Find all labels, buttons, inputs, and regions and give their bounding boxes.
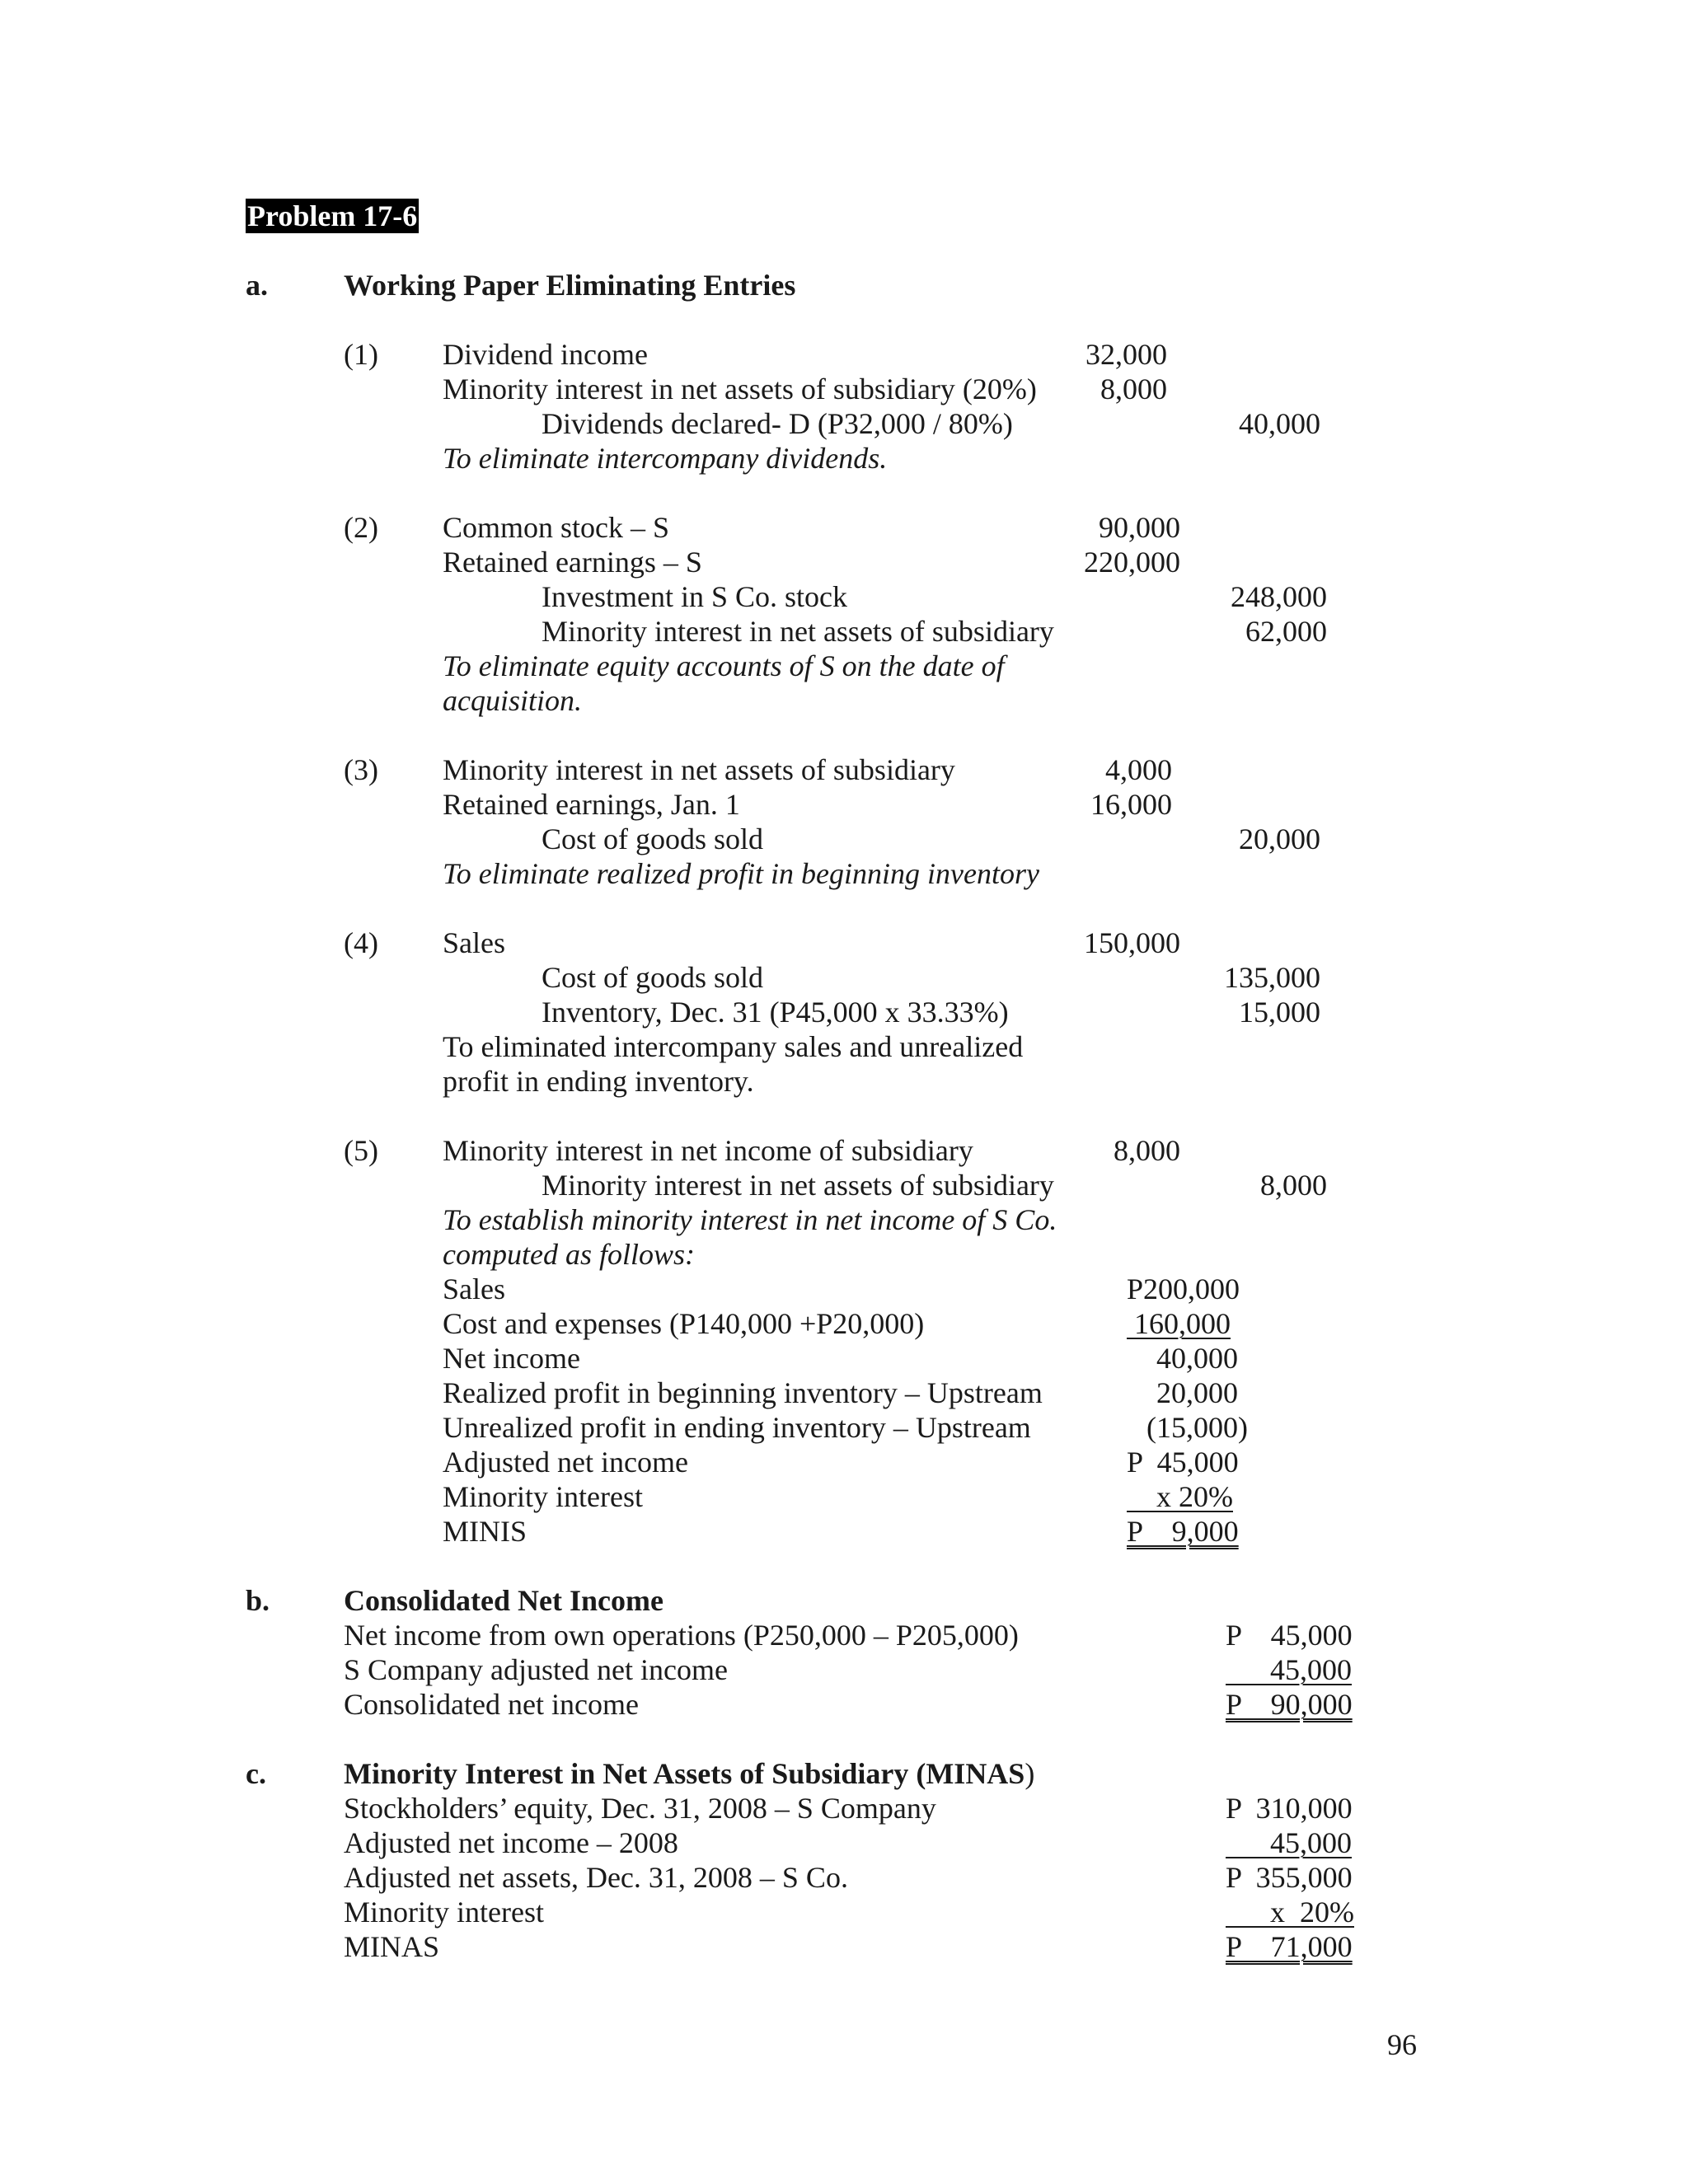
computation-value: 40,000 (1156, 1342, 1238, 1375)
section-c-title-suffix: ) (1025, 1757, 1035, 1790)
debit-amount: 4,000 (1105, 753, 1172, 786)
section-c-title-text: Minority Interest in Net Assets of Subsidiary (MINAS (344, 1757, 1025, 1790)
cni-value: 45,000 (1226, 1653, 1352, 1686)
debit-amount: 8,000 (1100, 373, 1167, 405)
computation-value: 160,000 (1127, 1307, 1231, 1340)
entry-explanation: To eliminated intercompany sales and unrealized (443, 1030, 1024, 1063)
minas-value: 45,000 (1226, 1826, 1352, 1859)
computation-label: Minority interest (443, 1480, 643, 1513)
computation-value: P 9,000 (1127, 1515, 1239, 1548)
entry-1-number: (1) (344, 338, 378, 371)
entry-line: Investment in S Co. stock (542, 580, 847, 613)
entry-explanation: To eliminate equity accounts of S on the date of (443, 649, 1005, 682)
cni-label: S Company adjusted net income (344, 1653, 728, 1686)
entry-line: Minority interest in net assets of subsidiary (20%) (443, 373, 1037, 405)
credit-amount: 40,000 (1239, 407, 1320, 440)
minas-value: P 310,000 (1226, 1792, 1353, 1825)
computation-label: MINIS (443, 1515, 528, 1548)
section-b-letter: b. (246, 1584, 270, 1617)
computation-label: Cost and expenses (P140,000 +P20,000) (443, 1307, 925, 1340)
entry-line: Inventory, Dec. 31 (P45,000 x 33.33%) (542, 996, 1009, 1029)
entry-3-number: (3) (344, 753, 378, 786)
section-a-letter: a. (246, 269, 268, 302)
section-b-title: Consolidated Net Income (344, 1584, 663, 1617)
credit-amount: 20,000 (1239, 823, 1320, 855)
computation-label: Net income (443, 1342, 580, 1375)
entry-line: Dividend income (443, 338, 648, 371)
entry-4-number: (4) (344, 926, 378, 959)
entry-line: Cost of goods sold (542, 961, 764, 994)
minas-label: Adjusted net assets, Dec. 31, 2008 – S Co. (344, 1861, 848, 1894)
computation-value: P200,000 (1127, 1272, 1240, 1305)
debit-amount: 150,000 (1084, 926, 1180, 959)
entry-explanation: To eliminate intercompany dividends. (443, 442, 888, 475)
computation-label: Adjusted net income (443, 1446, 688, 1479)
cni-label: Net income from own operations (P250,000 – P205,000) (344, 1619, 1019, 1652)
cni-value: P 45,000 (1226, 1619, 1353, 1652)
entry-line: Minority interest in net assets of subsidiary (443, 753, 955, 786)
computation-value: 20,000 (1156, 1376, 1238, 1409)
credit-amount: 248,000 (1231, 580, 1327, 613)
problem-title: Problem 17-6 (247, 199, 418, 232)
computation-value: (15,000) (1146, 1411, 1248, 1444)
credit-amount: 15,000 (1239, 996, 1320, 1029)
entry-explanation: acquisition. (443, 684, 582, 717)
minas-label: Adjusted net income – 2008 (344, 1826, 678, 1859)
section-c-title (344, 1756, 1034, 1791)
debit-amount: 16,000 (1090, 788, 1172, 821)
entry-line: Retained earnings, Jan. 1 (443, 788, 740, 821)
entry-2-number: (2) (344, 511, 378, 544)
section-c-letter: c. (246, 1757, 266, 1790)
entry-explanation: profit in ending inventory. (443, 1065, 754, 1098)
entry-line: Sales (443, 926, 505, 959)
minas-value: P 355,000 (1226, 1861, 1353, 1894)
credit-amount: 62,000 (1245, 615, 1327, 648)
cni-value: P 90,000 (1226, 1688, 1353, 1721)
debit-amount: 220,000 (1084, 546, 1180, 579)
debit-amount: 8,000 (1114, 1134, 1180, 1167)
computation-label: Unrealized profit in ending inventory – Upstream (443, 1411, 1031, 1444)
entry-explanation: computed as follows: (443, 1238, 695, 1271)
minas-label: Minority interest (344, 1896, 544, 1929)
credit-amount: 135,000 (1224, 961, 1320, 994)
page-number: 96 (1387, 2028, 1417, 2061)
entry-line: Retained earnings – S (443, 546, 702, 579)
computation-label: Realized profit in beginning inventory – Upstream (443, 1376, 1043, 1409)
entry-explanation: To eliminate realized profit in beginning inventory (443, 857, 1039, 890)
entry-5-number: (5) (344, 1134, 378, 1167)
minas-label: Stockholders’ equity, Dec. 31, 2008 – S Company (344, 1792, 936, 1825)
computation-value: P 45,000 (1127, 1446, 1239, 1479)
computation-label: Sales (443, 1272, 505, 1305)
entry-line: Minority interest in net assets of subsidiary (542, 1169, 1054, 1202)
computation-value: x 20% (1127, 1480, 1233, 1513)
minas-label: MINAS (344, 1930, 440, 1963)
entry-line: Common stock – S (443, 511, 670, 544)
debit-amount: 90,000 (1099, 511, 1180, 544)
section-a-title: Working Paper Eliminating Entries (344, 269, 796, 302)
entry-line: Cost of goods sold (542, 823, 764, 855)
cni-label: Consolidated net income (344, 1688, 639, 1721)
minas-value: x 20% (1226, 1896, 1354, 1929)
debit-amount: 32,000 (1085, 338, 1167, 371)
entry-line: Minority interest in net assets of subsidiary (542, 615, 1054, 648)
entry-explanation: To establish minority interest in net income of S Co. (443, 1203, 1057, 1236)
entry-line: Minority interest in net income of subsidiary (443, 1134, 973, 1167)
entry-line: Dividends declared- D (P32,000 / 80%) (542, 407, 1013, 440)
credit-amount: 8,000 (1260, 1169, 1327, 1202)
minas-value: P 71,000 (1226, 1930, 1353, 1963)
